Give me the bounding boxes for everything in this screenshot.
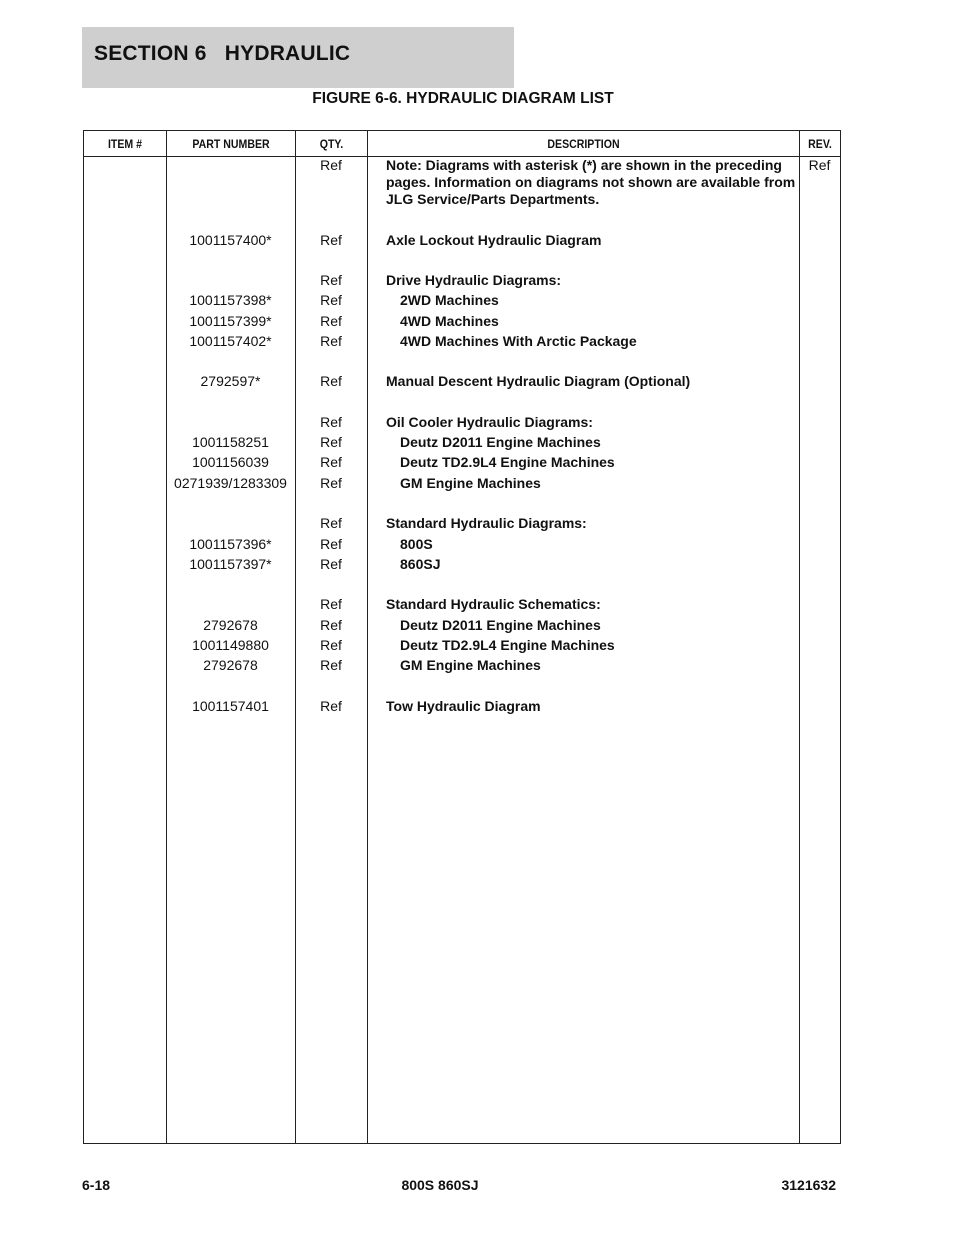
qty-cell: Ref: [320, 596, 342, 612]
description-cell: Tow Hydraulic Diagram: [386, 698, 541, 714]
qty-cell: Ref: [320, 698, 342, 714]
description-cell: Drive Hydraulic Diagrams:: [386, 272, 562, 288]
description-cell: Deutz TD2.9L4 Engine Machines: [400, 637, 615, 653]
column-header-rev: REV.: [808, 137, 832, 151]
description-cell: Axle Lockout Hydraulic Diagram: [386, 232, 602, 248]
qty-cell: Ref: [320, 454, 342, 470]
column-divider: [367, 131, 368, 1143]
qty-cell: Ref: [320, 617, 342, 633]
document-number: 3121632: [781, 1177, 836, 1193]
qty-cell: Ref: [320, 292, 342, 308]
column-header-item: ITEM #: [107, 137, 143, 151]
description-cell: GM Engine Machines: [400, 475, 541, 491]
qty-cell: Ref: [320, 414, 342, 430]
qty-cell: Ref: [320, 373, 342, 389]
column-header-description: DESCRIPTION: [547, 137, 620, 151]
section-banner: [82, 27, 514, 88]
qty-cell: Ref: [320, 475, 342, 491]
parts-table: [83, 130, 841, 1144]
qty-cell: Ref: [320, 313, 342, 329]
qty-cell: Ref: [320, 657, 342, 673]
part-number-cell: 1001149880: [192, 637, 269, 653]
part-number-cell: 2792678: [203, 617, 258, 633]
description-cell: Manual Descent Hydraulic Diagram (Optional): [386, 373, 691, 389]
part-number-cell: 2792597*: [200, 373, 261, 389]
part-number-cell: 1001157401: [192, 698, 269, 714]
section-title: SECTION 6 HYDRAULIC: [94, 42, 351, 65]
qty-cell: Ref: [320, 157, 342, 173]
description-cell: Deutz TD2.9L4 Engine Machines: [400, 454, 615, 470]
part-number-cell: 1001157398*: [189, 292, 272, 308]
column-header-qty: QTY.: [319, 137, 344, 151]
description-cell: Deutz D2011 Engine Machines: [400, 434, 601, 450]
rev-cell: Ref: [808, 157, 831, 173]
description-cell: Standard Hydraulic Diagrams:: [386, 515, 587, 531]
model-name: 800S 860SJ: [401, 1177, 479, 1193]
part-number-cell: 1001157400*: [189, 232, 272, 248]
qty-cell: Ref: [320, 232, 342, 248]
part-number-cell: 2792678: [203, 657, 258, 673]
part-number-cell: 1001157396*: [189, 536, 272, 552]
description-cell: Oil Cooler Hydraulic Diagrams:: [386, 414, 593, 430]
part-number-cell: 1001157397*: [189, 556, 272, 572]
qty-cell: Ref: [320, 556, 342, 572]
qty-cell: Ref: [320, 333, 342, 349]
part-number-cell: 1001157402*: [189, 333, 272, 349]
description-cell: 800S: [400, 536, 433, 552]
description-cell: 4WD Machines: [400, 313, 499, 329]
description-cell: 4WD Machines With Arctic Package: [400, 333, 637, 349]
part-number-cell: 1001156039: [192, 454, 269, 470]
column-header-part-number: PART NUMBER: [192, 137, 270, 151]
description-cell: GM Engine Machines: [400, 657, 541, 673]
figure-title: FIGURE 6-6. HYDRAULIC DIAGRAM LIST: [312, 90, 614, 107]
qty-cell: Ref: [320, 536, 342, 552]
part-number-cell: 1001157399*: [189, 313, 272, 329]
description-cell: Standard Hydraulic Schematics:: [386, 596, 601, 612]
qty-cell: Ref: [320, 434, 342, 450]
qty-cell: Ref: [320, 515, 342, 531]
qty-cell: Ref: [320, 637, 342, 653]
page-number: 6-18: [82, 1177, 111, 1193]
part-number-cell: 1001158251: [192, 434, 269, 450]
description-cell: 2WD Machines: [400, 292, 499, 308]
qty-cell: Ref: [320, 272, 342, 288]
description-cell: 860SJ: [400, 556, 441, 572]
part-number-cell: 0271939/1283309: [174, 475, 287, 491]
description-cell: Note: Diagrams with asterisk (*) are shown in the preceding pages. Information on diagrams not shown are available from JLG Service/Parts Departments.: [386, 157, 796, 207]
description-cell: Deutz D2011 Engine Machines: [400, 617, 601, 633]
